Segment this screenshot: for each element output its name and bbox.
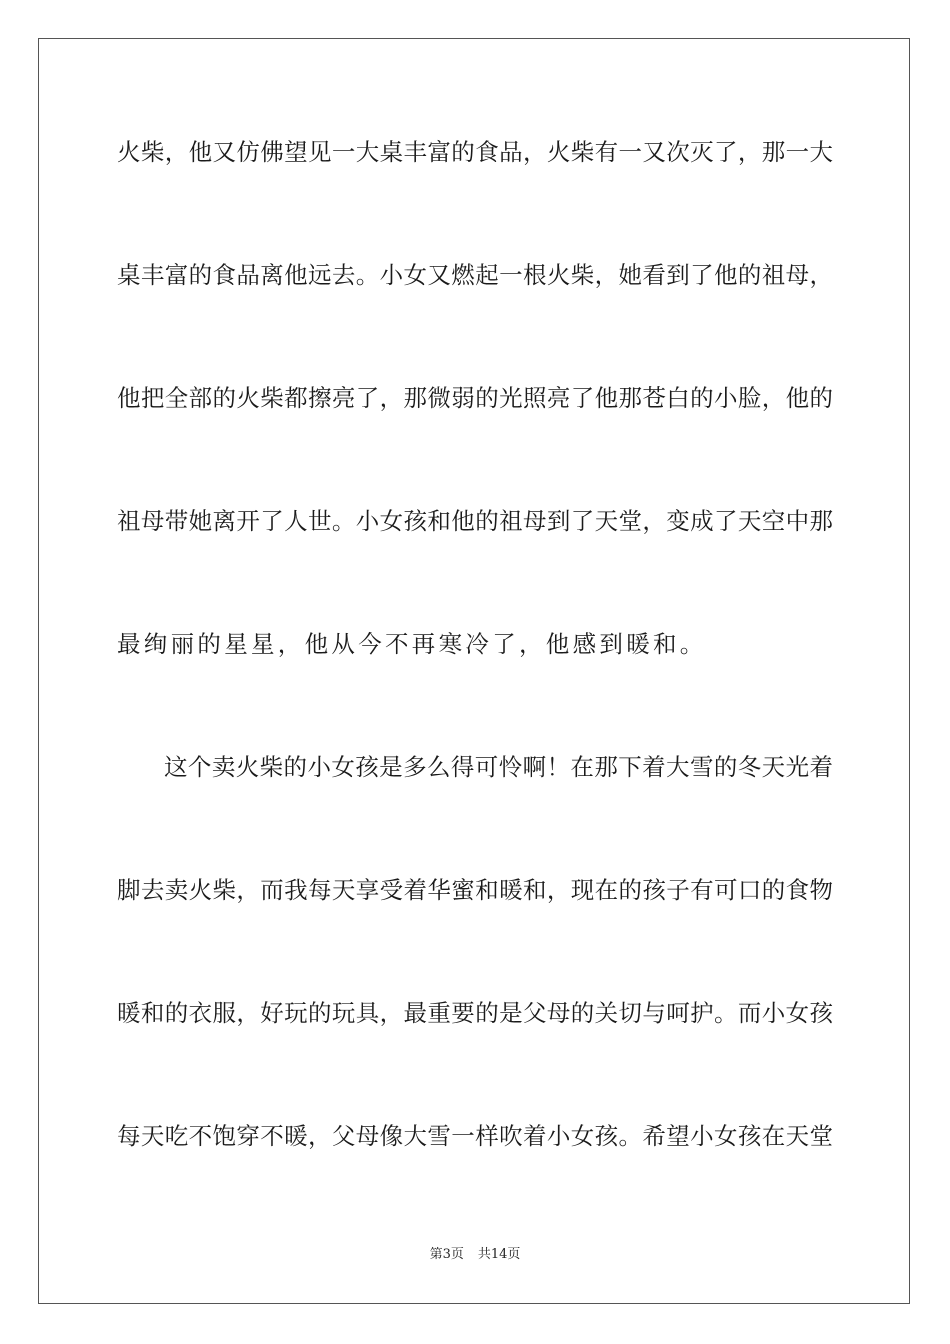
paragraph-line-9: 每天吃不饱穿不暖，父母像大雪一样吹着小女孩。希望小女孩在天堂 xyxy=(117,1122,833,1150)
paragraph-line-2: 桌丰富的食品离他远去。小女又燃起一根火柴，她看到了他的祖母， xyxy=(117,261,833,289)
page-footer xyxy=(0,1247,950,1263)
paragraph-line-8: 暖和的衣服，好玩的玩具，最重要的是父母的关切与呵护。而小女孩 xyxy=(117,999,833,1027)
paragraph-line-7: 脚去卖火柴，而我每天享受着华蜜和暖和，现在的孩子有可口的食物 xyxy=(117,876,833,904)
page-total: 共14页 xyxy=(477,1247,521,1262)
paragraph-line-1: 火柴，他又仿佛望见一大桌丰富的食品，火柴有一又次灭了，那一大 xyxy=(117,138,833,166)
paragraph-line-5: 最绚丽的星星，他从今不再寒冷了，他感到暖和。 xyxy=(117,630,707,658)
page-border xyxy=(38,38,910,1304)
paragraph-line-3: 他把全部的火柴都擦亮了，那微弱的光照亮了他那苍白的小脸，他的 xyxy=(117,384,833,412)
paragraph-line-4: 祖母带她离开了人世。小女孩和他的祖母到了天堂，变成了天空中那 xyxy=(117,507,833,535)
paragraph-line-6: 这个卖火柴的小女孩是多么得可怜啊！在那下着大雪的冬天光着 xyxy=(164,753,833,781)
page-number: 第3页 xyxy=(429,1247,464,1262)
